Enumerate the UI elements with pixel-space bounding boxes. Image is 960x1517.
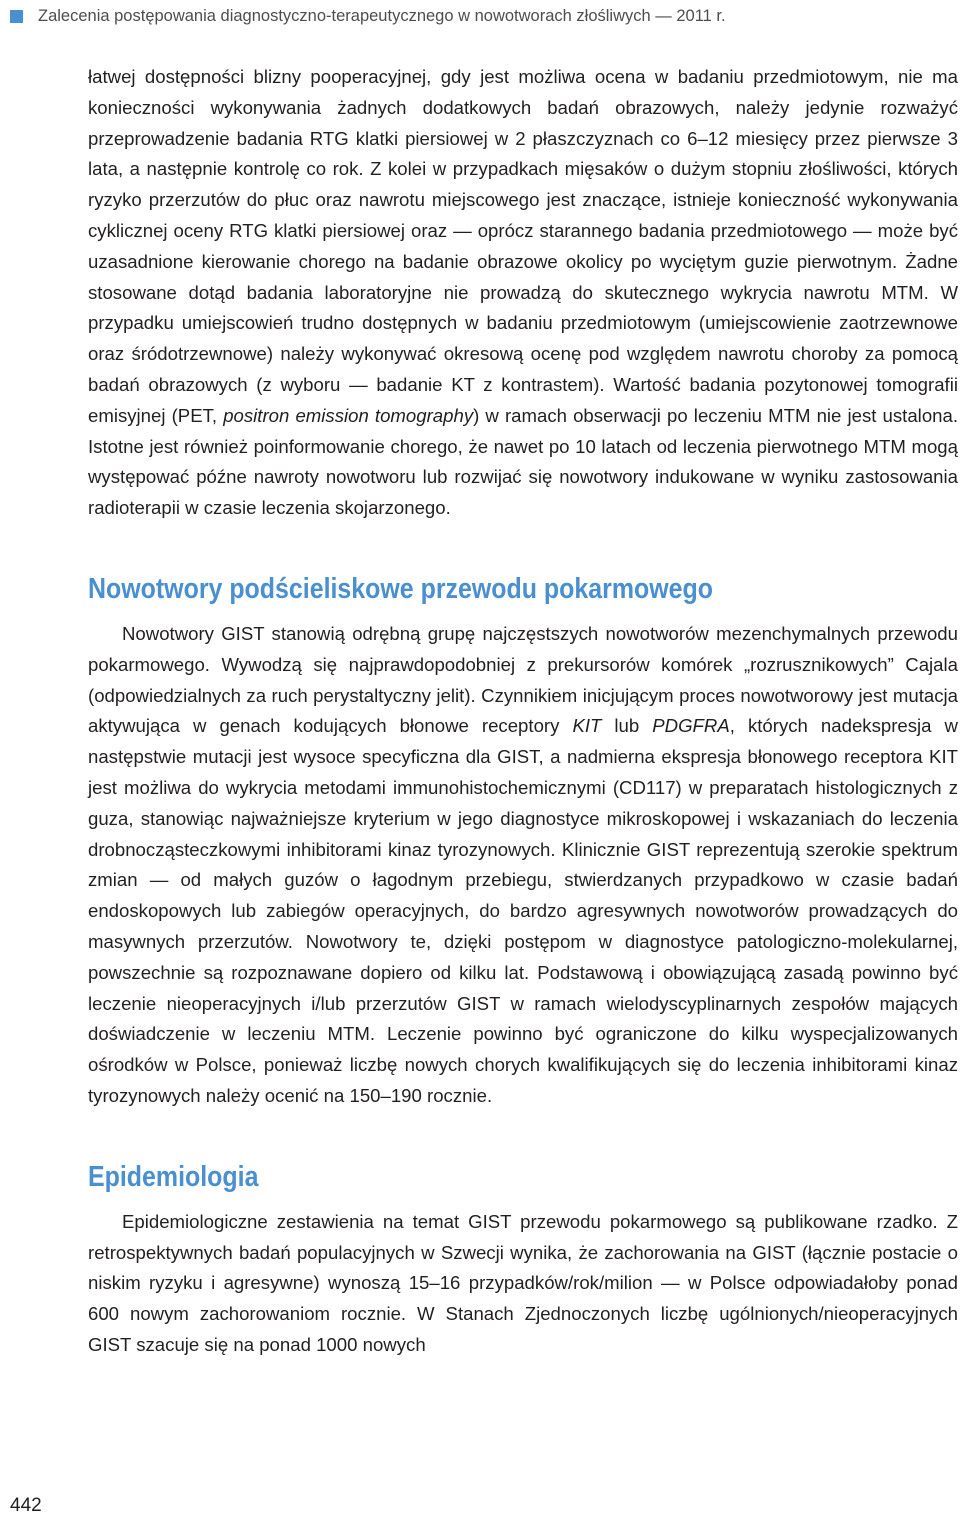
page-number: 442	[10, 1495, 42, 1516]
section-heading-gist: Nowotwory podścieliskowe przewodu pokarmowego	[88, 572, 713, 605]
section-heading-epidemiology: Epidemiologia	[88, 1160, 259, 1193]
intro-paragraph	[88, 62, 958, 524]
gist-text-part3: , których nadekspresja w następstwie mutacji jest wysoce specyficzna dla GIST, a nadmierna ekspresja błonowego receptora KIT jest możliwa do wykrycia metodami immunohistochemicznymi (CD117) w preparatach histologicznych z guza, stanowiąc najważniejsze kryterium w jego diagnostyce mikroskopowej i wskazaniach do leczenia drobnocząsteczkowymi inhibitorami kinaz tyrozynowych. Klinicznie GIST reprezentują szerokie spektrum zmian — od małych guzów o łagodnym przebiegu, stwierdzanych przypadkowo w czasie badań endoskopowych lub zabiegów operacyjnych, do bardzo agresywnych nowotworów prowadzących do masywnych przerzutów. Nowotwory te, dzięki postępom w diagnostyce patologiczno-molekularnej, powszechnie są rozpoznawane dopiero od kilku lat. Podstawową i obowiązującą zasadą powinno być leczenie nieoperacyjnych i/lub przerzutów GIST w ramach wielodyscyplinarnych zespołów mających doświadczenie w leczeniu MTM. Leczenie powinno być ograniczone do kilku wyspecjalizowanych ośrodków w Polsce, ponieważ liczbę nowych chorych kwalifikujących się do leczenia inhibitorami kinaz tyrozynowych należy ocenić na 150–190 rocznie.	[88, 715, 958, 1106]
gene-kit: KIT	[572, 715, 602, 737]
intro-text-part1: łatwej dostępności blizny pooperacyjnej, gdy jest możliwa ocena w badaniu przedmiotowym, nie ma konieczności wykonywania żadnych dodatkowych badań obrazowych, należy jedynie rozważyć przeprowadzenie badania RTG klatki piersiowej w 2 płaszczyznach co 6–12 miesięcy przez pierwsze 3 lata, a następnie kontrolę co rok. Z kolei w przypadkach mięsaków o dużym stopniu złośliwości, których ryzyko przerzutów do płuc oraz nawrotu miejscowego jest znaczące, istnieje konieczność wykonywania cyklicznej oceny RTG klatki piersiowej oraz — oprócz starannego badania przedmiotowego — może być uzasadnione kierowanie chorego na badanie obrazowe okolicy po wyciętym guzie pierwotnym. Żadne stosowane dotąd badania laboratoryjne nie prowadzą do skutecznego wykrycia nawrotu MTM. W przypadku umiejscowień trudno dostępnych w badaniu przedmiotowym (umiejscowienie zaotrzewnowe oraz śródotrzewnowe) należy wykonywać okresową ocenę pod względem nawrotu choroby za pomocą badań obrazowych (z wyboru — badanie KT z kontrastem). Wartość badania pozytonowej tomografii emisyjnej (PET,	[88, 66, 958, 426]
intro-italic-term: positron emission tomography	[223, 404, 474, 426]
running-header	[10, 4, 726, 28]
running-header-title: Zalecenia postępowania diagnostyczno-terapeutycznego w nowotworach złośliwych — 2011 r.	[38, 6, 726, 25]
header-marker-square	[10, 10, 23, 23]
gist-paragraph	[88, 619, 958, 1112]
epidemiology-paragraph: Epidemiologiczne zestawienia na temat GIST przewodu pokarmowego są publikowane rzadko. Z retrospektywnych badań populacyjnych w Szwecji wynika, że zachorowania na GIST (łącznie postacie o niskim ryzyku i agresywne) wynoszą 15–16 przypadków/rok/milion — w Polsce odpowiadałoby ponad 600 nowym zachorowaniom rocznie. W Stanach Zjednoczonych liczbę ugólnionych/nieoperacyjnych GIST szacuje się na ponad 1000 nowych	[88, 1210, 958, 1355]
gene-pdgfra: PDGFRA	[652, 715, 730, 737]
gist-text-part1: Nowotwory GIST stanowią odrębną grupę najczęstszych nowotworów mezenchymalnych przewodu pokarmowego. Wywodzą się najprawdopodobniej z prekursorów komórek „rozrusznikowych” Cajala (odpowiedzialnych za ruch perystaltyczny jelit). Czynnikiem inicjującym proces nowotworowy jest mutacja aktywująca w genach kodujących błonowe receptory	[88, 622, 958, 737]
page-content	[88, 62, 958, 1361]
gist-text-part2: lub	[601, 715, 653, 737]
intro-text-part2: ) w ramach obserwacji po leczeniu MTM nie jest ustalona. Istotne jest również poinformowanie chorego, że nawet po 10 latach od leczenia pierwotnego MTM mogą występować późne nawroty nowotworu lub rozwijać się nowotwory indukowane w wyniku zastosowania radioterapii w czasie leczenia skojarzonego.	[88, 404, 959, 519]
